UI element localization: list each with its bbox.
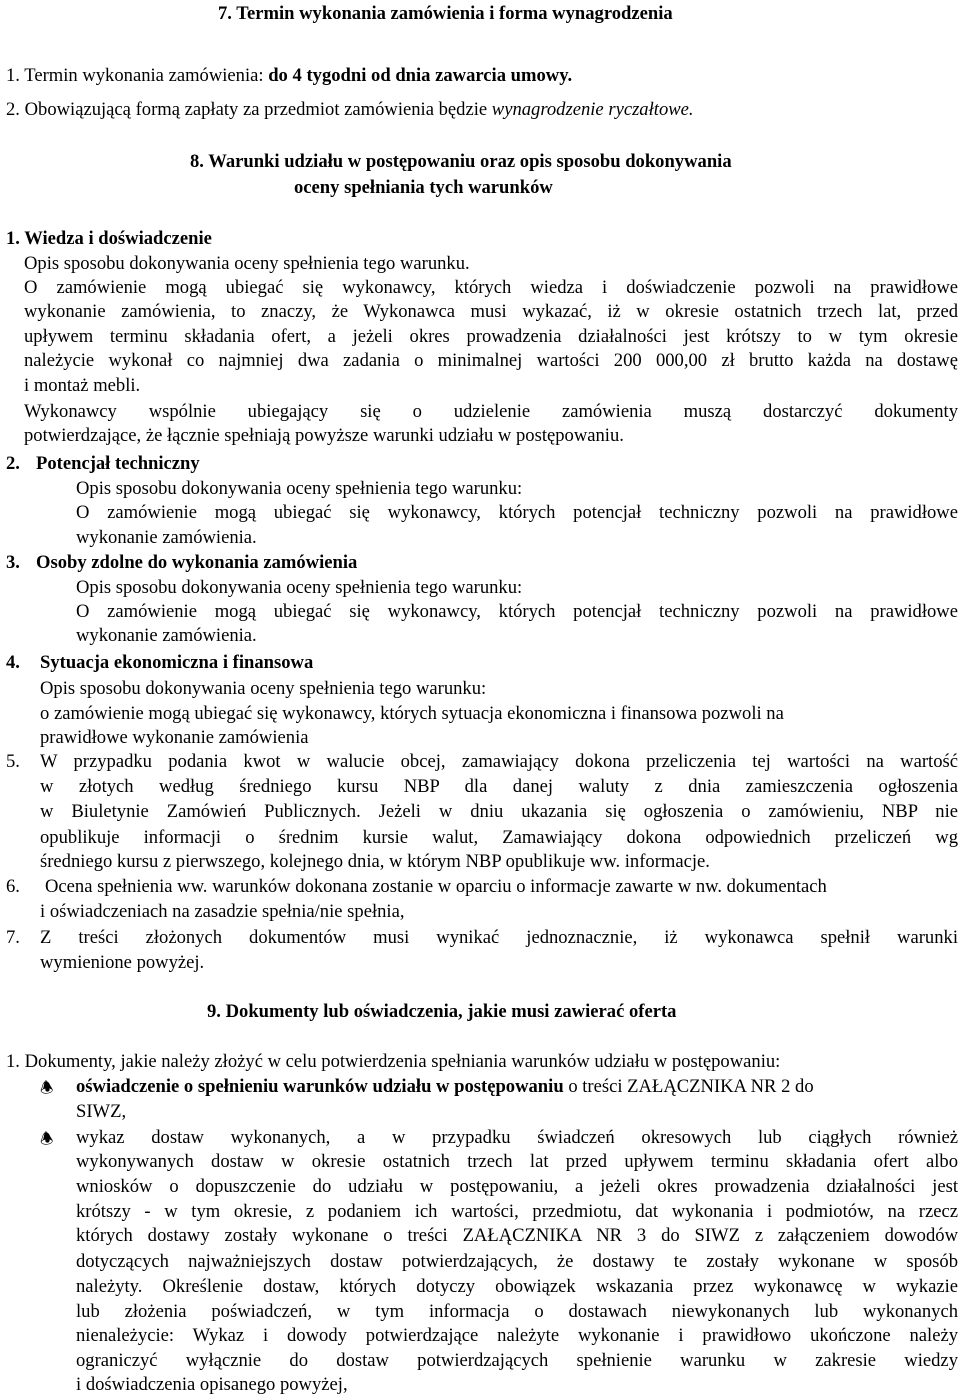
- p6-line: Ocena spełnienia ww. warunków dokonana zostanie w oparciu o informacje zawarte w nw. dokumentach: [45, 876, 827, 897]
- p5-line: średniego kursu z pierwszego, kolejnego dnia, w którym NBP opublikuje ww. informacje.: [40, 851, 710, 872]
- p2-number: 2.: [6, 453, 20, 474]
- p2-heading: Potencjał techniczny: [36, 453, 200, 474]
- p1-heading: 1. Wiedza i doświadczenie: [6, 228, 212, 249]
- p3-number: 3.: [6, 552, 20, 573]
- bullet-2-line: wykaz dostaw wykonanych, a w przypadku świadczeń okresowych lub ciągłych również: [76, 1127, 958, 1148]
- bullet-1-line: SIWZ,: [76, 1101, 127, 1122]
- p5-number: 5.: [6, 751, 20, 772]
- bullet-2-line: wniosków o dopuszczenie do udziału w postępowaniu, a jeżeli okres prowadzenia działalności jest: [76, 1176, 958, 1197]
- p1-line: należycie wykonał co najmniej dwa zadania o minimalnej wartości 200 000,00 zł brutto każda na dostawę: [24, 350, 958, 371]
- bullet-1-line: oświadczenie o spełnieniu warunków udziału w postępowaniu o treści ZAŁĄCZNIKA NR 2 do: [76, 1076, 814, 1097]
- p3-line: O zamówienie mogą ubiegać się wykonawcy, których potencjał techniczny pozwoli na prawidłowe: [76, 601, 958, 622]
- p2-line: Opis sposobu dokonywania oceny spełnienia tego warunku:: [76, 478, 523, 499]
- p4-heading: Sytuacja ekonomiczna i finansowa: [40, 652, 314, 673]
- p1-line: Wykonawcy wspólnie ubiegający się o udzielenie zamówienia muszą dostarczyć dokumenty: [24, 401, 958, 422]
- s7-item-1: 1. Termin wykonania zamówienia: do 4 tygodni od dnia zawarcia umowy.: [6, 65, 573, 86]
- p6-line: i oświadczeniach na zasadzie spełnia/nie spełnia,: [40, 901, 405, 922]
- bullet-2-line: lub złożenia poświadczeń, w tym informacja o dostawach niewykonanych lub wykonanych: [76, 1301, 958, 1322]
- p4-line: Opis sposobu dokonywania oceny spełnienia tego warunku:: [40, 678, 487, 699]
- p5-line: W przypadku podania kwot w walucie obcej, zamawiający dokona przeliczenia tej wartości na wartość: [40, 751, 958, 772]
- bullet-2-line: wykonywanych dostaw w okresie ostatnich trzech lat przed upływem terminu składania ofert albo: [76, 1151, 958, 1172]
- p1-line: O zamówienie mogą ubiegać się wykonawcy, których wiedza i doświadczenie pozwoli na prawidłowe: [24, 277, 958, 298]
- p3-line: Opis sposobu dokonywania oceny spełnienia tego warunku:: [76, 577, 523, 598]
- section-8-title-line1: 8. Warunki udziału w postępowaniu oraz opis sposobu dokonywania: [190, 151, 732, 172]
- bell-bullet-icon: 🕭: [40, 1079, 54, 1097]
- p1-line: potwierdzające, że łącznie spełniają powyższe warunki udziału w postępowaniu.: [24, 425, 624, 446]
- s7-item-2: 2. Obowiązującą formą zapłaty za przedmiot zamówienia będzie wynagrodzenie ryczałtowe.: [6, 99, 694, 120]
- p5-line: w Biuletynie Zamówień Publicznych. Jeżeli w dniu ukazania się ogłoszenia o zamówieniu, NBP nie: [40, 801, 958, 822]
- p7-line: wymienione powyżej.: [40, 952, 205, 973]
- p1-line: wykonanie zamówienia, to znaczy, że Wykonawca musi wykazać, iż w okresie ostatnich trzech lat, przed: [24, 301, 958, 322]
- bullet-2-line: ograniczyć wyłącznie do dostaw potwierdzających spełnienie warunku w zakresie wiedzy: [76, 1350, 958, 1371]
- section-7-title: 7. Termin wykonania zamówienia i forma wynagrodzenia: [218, 3, 673, 24]
- p5-line: w złotych według średniego kursu NBP dla danej waluty z dnia zamieszczenia ogłoszenia: [40, 776, 958, 797]
- p7-line: Z treści złożonych dokumentów musi wynikać jednoznacznie, iż wykonawca spełnił warunki: [40, 927, 958, 948]
- bullet-2-line: i doświadczenia opisanego powyżej,: [76, 1374, 348, 1395]
- p2-line: wykonanie zamówienia.: [76, 527, 257, 548]
- p4-line: prawidłowe wykonanie zamówienia: [40, 727, 309, 748]
- p7-number: 7.: [6, 927, 20, 948]
- section-9-title: 9. Dokumenty lub oświadczenia, jakie musi zawierać oferta: [207, 1001, 677, 1022]
- section-8-title-line2: oceny spełniania tych warunków: [294, 177, 553, 198]
- bullet-2-line: krótszy - w tym okresie, z podaniem ich wartości, przedmiotu, dat wykonania i podmiotów, na rzecz: [76, 1201, 958, 1222]
- bullet-2-line: dotyczących najważniejszych dostaw potwierdzających, że dostawy te zostały wykonane w sposób: [76, 1251, 958, 1272]
- bell-bullet-icon: 🕭: [40, 1130, 54, 1148]
- s9-item-1: 1. Dokumenty, jakie należy złożyć w celu potwierdzenia spełniania warunków udziału w postępowaniu:: [6, 1051, 781, 1072]
- bullet-2-line: nienależycie: Wykaz i dowody potwierdzające należyte wykonanie i prawidłowo ukończone należy: [76, 1325, 958, 1346]
- p1-line: Opis sposobu dokonywania oceny spełnienia tego warunku.: [24, 253, 470, 274]
- p4-number: 4.: [6, 652, 20, 673]
- p1-line: i montaż mebli.: [24, 375, 141, 396]
- bullet-2-line: których dostawy zostały wykonane o treści ZAŁĄCZNIKA NR 3 do SIWZ z załączeniem dowodów: [76, 1225, 958, 1246]
- bullet-2-line: należyty. Określenie dostaw, których dotyczy obowiązek wskazania przez wykonawcę w wykazie: [76, 1276, 958, 1297]
- p1-line: upływem terminu składania ofert, a jeżeli okres prowadzenia działalności jest krótszy to w tym okresie: [24, 326, 958, 347]
- p3-line: wykonanie zamówienia.: [76, 625, 257, 646]
- p5-line: opublikuje informacji o średnim kursie walut, Zamawiający dokona odpowiednich przeliczeń wg: [40, 827, 958, 848]
- p4-line: o zamówienie mogą ubiegać się wykonawcy, których sytuacja ekonomiczna i finansowa pozwoli na: [40, 703, 784, 724]
- p2-line: O zamówienie mogą ubiegać się wykonawcy, których potencjał techniczny pozwoli na prawidłowe: [76, 502, 958, 523]
- p6-number: 6.: [6, 876, 20, 897]
- p3-heading: Osoby zdolne do wykonania zamówienia: [36, 552, 358, 573]
